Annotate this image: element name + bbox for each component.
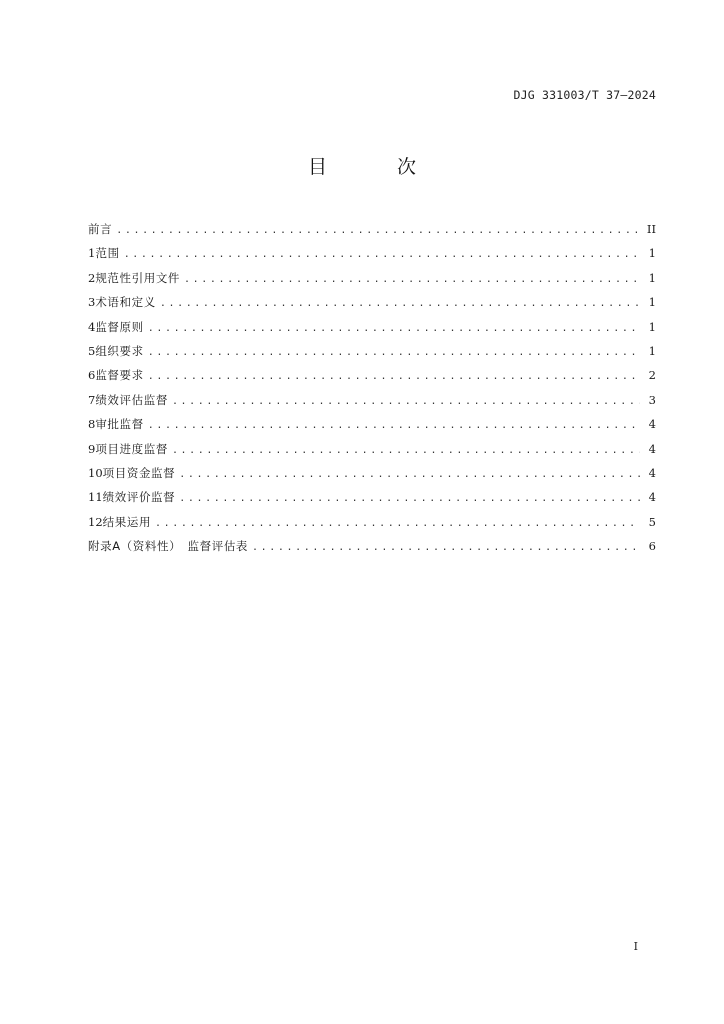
toc-entry-number: 3: [88, 295, 96, 310]
toc-leader-dots: [172, 439, 640, 463]
toc-entry-label: 规范性引用文件: [95, 270, 181, 285]
toc-leader-dots: [148, 414, 640, 438]
toc-entry-5[interactable]: [88, 339, 656, 363]
toc-entry-9[interactable]: [88, 437, 656, 461]
toc-entry-6[interactable]: [88, 363, 656, 387]
toc-entry-12[interactable]: [88, 510, 656, 534]
toc-entry-page: 1: [648, 246, 656, 261]
toc-entry-10[interactable]: [88, 461, 656, 485]
toc-entry-page: 5: [648, 514, 656, 529]
page-number: I: [633, 940, 638, 953]
toc-entry-page: 6: [648, 539, 656, 554]
toc-entry-number: 9: [88, 441, 96, 456]
toc-entry-label: 绩效评价监督: [102, 490, 176, 505]
toc-entry-8[interactable]: [88, 412, 656, 436]
toc-entry-page: 4: [648, 490, 656, 505]
toc-entry-number: 8: [88, 417, 96, 432]
toc-entry-label: 监督原则: [95, 319, 144, 334]
toc-leader-dots: [179, 463, 640, 487]
toc-entry-label: 审批监督: [95, 417, 144, 432]
toc-leader-dots: [252, 536, 640, 560]
toc-leader-dots: [184, 268, 640, 292]
toc-entry-1[interactable]: [88, 241, 656, 265]
toc-entry-3[interactable]: [88, 290, 656, 314]
toc-entry-number: 7: [88, 392, 96, 407]
toc-entry-page: 4: [648, 465, 656, 480]
toc-entry-number: 1: [88, 246, 96, 261]
toc-title: 目 次: [307, 156, 449, 178]
toc-leader-dots: [124, 243, 640, 267]
toc-entry-2[interactable]: [88, 266, 656, 290]
toc-entry-page: 4: [648, 441, 656, 456]
toc-entry-page: 1: [648, 319, 656, 334]
toc-entry-page: 3: [648, 392, 656, 407]
toc-entry-label: 监督要求: [95, 368, 144, 383]
toc-entry-appendix-a[interactable]: [88, 534, 656, 558]
toc-entry-number: 10: [88, 465, 103, 480]
toc-leader-dots: [116, 219, 640, 243]
toc-entry-label: 项目进度监督: [95, 441, 168, 456]
toc-leader-dots: [148, 341, 640, 365]
toc-entry-4[interactable]: [88, 315, 656, 339]
toc-entry-label: 术语和定义: [95, 295, 156, 310]
toc-leader-dots: [172, 390, 640, 414]
toc-leader-dots: [155, 512, 640, 536]
toc-entry-page: 4: [648, 417, 656, 432]
toc-entry-page: 2: [648, 368, 656, 383]
toc-leader-dots: [148, 365, 640, 389]
toc-entry-7[interactable]: [88, 388, 656, 412]
toc-leader-dots: [148, 317, 640, 341]
table-of-contents: [88, 217, 656, 558]
toc-entry-label: 项目资金监督: [102, 465, 176, 480]
toc-leader-dots: [179, 487, 640, 511]
toc-leader-dots: [160, 292, 640, 316]
toc-entry-label: 前言: [88, 222, 113, 236]
toc-entry-number: 11: [88, 490, 103, 505]
toc-entry-label: 附录A（资料性） 监督评估表: [88, 539, 249, 554]
document-code: DJG 331003/T 37—2024: [513, 88, 656, 102]
toc-entry-page: 1: [648, 295, 656, 310]
toc-entry-preface[interactable]: [88, 217, 656, 241]
toc-entry-label: 结果运用: [102, 514, 152, 529]
toc-entry-label: 绩效评估监督: [95, 392, 168, 407]
toc-entry-number: 2: [88, 270, 96, 285]
toc-entry-11[interactable]: [88, 485, 656, 509]
toc-entry-page: 1: [648, 343, 656, 358]
toc-entry-label: 范围: [95, 246, 120, 261]
toc-entry-page: 1: [648, 270, 656, 285]
toc-entry-label: 组织要求: [95, 343, 144, 358]
toc-entry-number: 4: [88, 319, 96, 334]
toc-entry-number: 12: [88, 514, 103, 529]
toc-entry-page: II: [646, 222, 656, 236]
toc-entry-number: 5: [88, 343, 96, 358]
toc-entry-number: 6: [88, 368, 96, 383]
